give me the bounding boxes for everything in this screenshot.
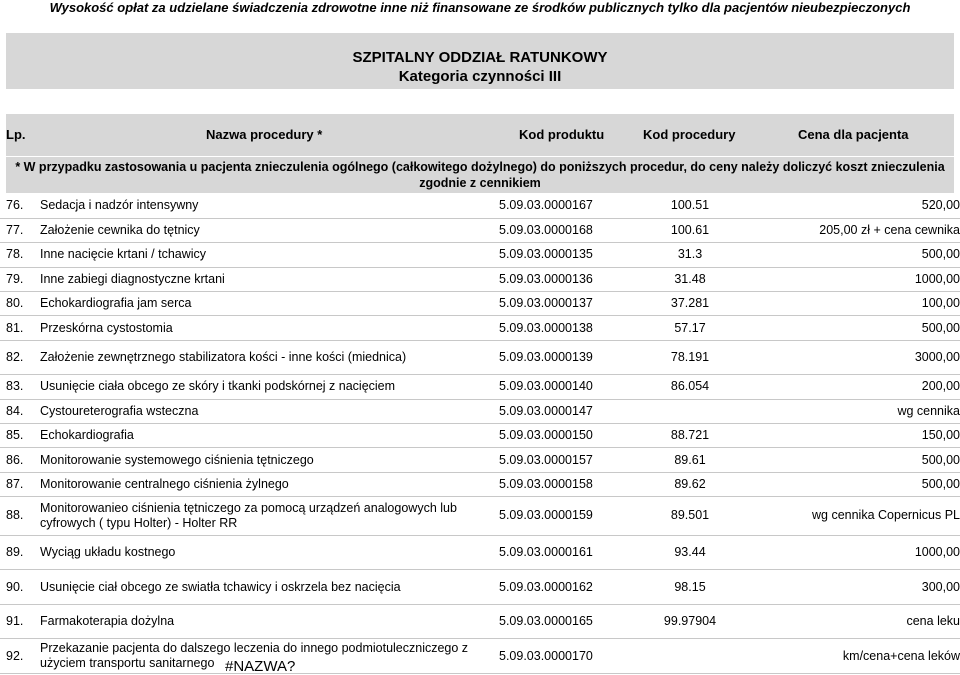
table-row (0, 448, 960, 472)
row-price: wg cennika (763, 399, 960, 423)
row-name: Sedacja i nadzór intensywny (40, 194, 493, 218)
row-name: Założenie zewnętrznego stabilizatora kości - inne kości (miednica) (40, 340, 493, 375)
row-product-code: 5.09.03.0000140 (493, 375, 617, 399)
row-product-code: 5.09.03.0000150 (493, 424, 617, 448)
error-cell: #NAZWA? (225, 658, 296, 675)
row-product-code: 5.09.03.0000136 (493, 267, 617, 291)
row-price: cena leku (763, 604, 960, 639)
row-name: Inne zabiegi diagnostyczne krtani (40, 267, 493, 291)
table-row (0, 316, 960, 340)
header-name: Nazwa procedury * (206, 127, 323, 142)
table-row (0, 497, 960, 536)
row-price: 200,00 (763, 375, 960, 399)
row-procedure-code: 93.44 (617, 535, 763, 570)
anesthesia-notice (6, 157, 954, 193)
notice-line-2: zgodnie z cennikiem (419, 176, 541, 190)
row-name: Inne nacięcie krtani / tchawicy (40, 243, 493, 267)
row-name: Monitorowanieo ciśnienia tętniczego za pomocą urządzeń analogowych lub cyfrowych ( typu Holter) - Holter RR (40, 497, 493, 536)
row-name: Echokardiografia (40, 424, 493, 448)
row-procedure-code: 89.62 (617, 472, 763, 496)
row-price: wg cennika Copernicus PL (763, 497, 960, 536)
row-product-code: 5.09.03.0000168 (493, 218, 617, 242)
row-price: km/cena+cena leków (763, 639, 960, 674)
table-row (0, 639, 960, 674)
row-lp: 77. (0, 218, 40, 242)
row-name: Przeskórna cystostomia (40, 316, 493, 340)
row-name: Monitorowanie systemowego ciśnienia tętniczego (40, 448, 493, 472)
row-price: 500,00 (763, 243, 960, 267)
table-row (0, 218, 960, 242)
row-procedure-code: 86.054 (617, 375, 763, 399)
row-procedure-code: 89.501 (617, 497, 763, 536)
notice-line-1: * W przypadku zastosowania u pacjenta znieczulenia ogólnego (całkowitego dożylnego) do poniższych procedur, do ceny należy doliczyć koszt znieczulenia (15, 160, 945, 174)
row-lp: 79. (0, 267, 40, 291)
section-title: SZPITALNY ODDZIAŁ RATUNKOWY (352, 49, 608, 66)
row-name: Monitorowanie centralnego ciśnienia żylnego (40, 472, 493, 496)
row-name: Usunięcie ciał obcego ze swiatła tchawicy i oskrzela bez nacięcia (40, 570, 493, 605)
table-row (0, 243, 960, 267)
row-product-code: 5.09.03.0000165 (493, 604, 617, 639)
row-product-code: 5.09.03.0000137 (493, 292, 617, 316)
row-lp: 83. (0, 375, 40, 399)
row-name: Cystoureterografia wsteczna (40, 399, 493, 423)
row-procedure-code: 99.97904 (617, 604, 763, 639)
table-row (0, 194, 960, 218)
row-procedure-code: 31.3 (617, 243, 763, 267)
row-lp: 84. (0, 399, 40, 423)
row-price: 500,00 (763, 316, 960, 340)
row-lp: 82. (0, 340, 40, 375)
row-procedure-code: 89.61 (617, 448, 763, 472)
row-product-code: 5.09.03.0000162 (493, 570, 617, 605)
table-row (0, 399, 960, 423)
section-banner (6, 33, 954, 89)
table-row (0, 375, 960, 399)
row-procedure-code (617, 399, 763, 423)
row-procedure-code: 98.15 (617, 570, 763, 605)
row-lp: 88. (0, 497, 40, 536)
table-row (0, 604, 960, 639)
row-product-code: 5.09.03.0000139 (493, 340, 617, 375)
header-procedure-code: Kod procedury (643, 127, 736, 142)
row-price: 300,00 (763, 570, 960, 605)
row-price: 205,00 zł + cena cewnika (763, 218, 960, 242)
row-name: Przekazanie pacjenta do dalszego leczenia do innego podmiotuleczniczego z użyciem transportu sanitarnego (40, 639, 493, 674)
row-lp: 87. (0, 472, 40, 496)
row-procedure-code: 100.61 (617, 218, 763, 242)
table-row (0, 424, 960, 448)
row-name: Farmakoterapia dożylna (40, 604, 493, 639)
row-product-code: 5.09.03.0000170 (493, 639, 617, 674)
row-lp: 92. (0, 639, 40, 674)
row-product-code: 5.09.03.0000138 (493, 316, 617, 340)
row-product-code: 5.09.03.0000159 (493, 497, 617, 536)
row-procedure-code: 57.17 (617, 316, 763, 340)
row-procedure-code: 88.721 (617, 424, 763, 448)
table-row (0, 535, 960, 570)
table-row (0, 570, 960, 605)
row-procedure-code (617, 639, 763, 674)
header-price: Cena dla pacjenta (798, 127, 909, 142)
row-price: 500,00 (763, 472, 960, 496)
table-header (6, 114, 954, 156)
row-product-code: 5.09.03.0000161 (493, 535, 617, 570)
row-price: 500,00 (763, 448, 960, 472)
row-price: 100,00 (763, 292, 960, 316)
header-lp: Lp. (6, 127, 26, 142)
row-price: 1000,00 (763, 535, 960, 570)
table-row (0, 292, 960, 316)
row-product-code: 5.09.03.0000147 (493, 399, 617, 423)
row-product-code: 5.09.03.0000167 (493, 194, 617, 218)
row-name: Usunięcie ciała obcego ze skóry i tkanki podskórnej z nacięciem (40, 375, 493, 399)
row-product-code: 5.09.03.0000135 (493, 243, 617, 267)
row-lp: 89. (0, 535, 40, 570)
document-title: Wysokość opłat za udzielane świadczenia zdrowotne inne niż finansowane ze środków publicznych tylko dla pacjentów nieubezpieczonych (49, 0, 911, 15)
row-procedure-code: 100.51 (617, 194, 763, 218)
row-lp: 76. (0, 194, 40, 218)
row-price: 150,00 (763, 424, 960, 448)
row-lp: 85. (0, 424, 40, 448)
table-row (0, 340, 960, 375)
table-row (0, 267, 960, 291)
procedure-table (0, 194, 960, 674)
row-price: 3000,00 (763, 340, 960, 375)
row-product-code: 5.09.03.0000158 (493, 472, 617, 496)
row-procedure-code: 31.48 (617, 267, 763, 291)
row-name: Wyciąg układu kostnego (40, 535, 493, 570)
row-procedure-code: 78.191 (617, 340, 763, 375)
section-subtitle: Kategoria czynności III (398, 68, 562, 85)
row-price: 520,00 (763, 194, 960, 218)
table-row (0, 472, 960, 496)
row-name: Założenie cewnika do tętnicy (40, 218, 493, 242)
row-product-code: 5.09.03.0000157 (493, 448, 617, 472)
row-lp: 86. (0, 448, 40, 472)
row-lp: 90. (0, 570, 40, 605)
row-name: Echokardiografia jam serca (40, 292, 493, 316)
header-product-code: Kod produktu (519, 127, 605, 142)
row-price: 1000,00 (763, 267, 960, 291)
row-lp: 78. (0, 243, 40, 267)
row-lp: 91. (0, 604, 40, 639)
row-lp: 81. (0, 316, 40, 340)
row-lp: 80. (0, 292, 40, 316)
row-procedure-code: 37.281 (617, 292, 763, 316)
